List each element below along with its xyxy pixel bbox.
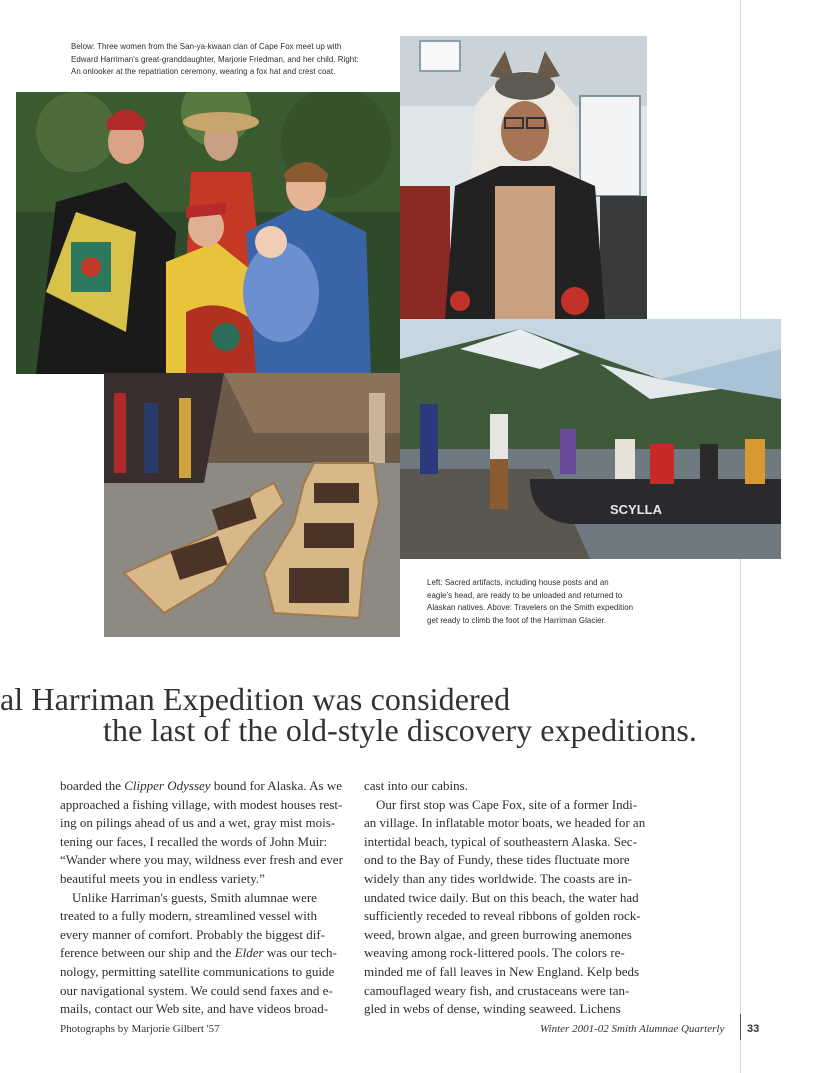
body-line: nology, permitting satellite communications to guide: [60, 963, 335, 979]
body-line: undated twice daily. But on this beach, the water had: [364, 889, 639, 905]
issue-line: Winter 2001-02 Smith Alumnae Quarterly: [540, 1023, 725, 1035]
body-line: cast into our cabins.: [364, 778, 468, 793]
photo-fox-hat-onlooker: [400, 36, 647, 319]
body-line: treated to a fully modern, streamlined vessel with: [60, 908, 318, 924]
footer-divider: [740, 1014, 741, 1040]
caption-line: An onlooker at the repatriation ceremony, wearing a fox hat and crest coat.: [71, 66, 336, 76]
caption-line: get ready to climb the foot of the Harriman Glacier.: [427, 614, 607, 625]
body-line: intertidal beach, typical of southeastern Alaska. Sec-: [364, 833, 637, 849]
body-line: camouflaged weary fish, and crustaceans were tan-: [364, 982, 630, 998]
body-line: weaving among rock-littered pools. The colors re-: [364, 945, 625, 961]
caption-line: eagle's head, are ready to be unloaded and returned to: [427, 589, 623, 600]
body-line: beautiful meets you in endless variety.”: [60, 870, 265, 886]
body-line: sufficiently receded to reveal ribbons of golden rock-: [364, 908, 641, 924]
body-line: ference between our ship and the Elder was our tech-: [60, 945, 337, 961]
body-column-right: [364, 777, 674, 1019]
body-line: ing on pilings ahead of us and a wet, gray mist mois-: [60, 815, 336, 831]
body-line: widely than any tides worldwide. The coasts are in-: [364, 870, 632, 886]
page-number: 33: [747, 1023, 760, 1035]
pull-quote-line-1: al Harriman Expedition was considered: [0, 681, 511, 717]
caption-bottom: [427, 576, 721, 626]
photo-sacred-artifacts: [104, 373, 400, 637]
photo-clan-women: [16, 92, 400, 374]
body-line: our navigational system. We could send faxes and e-: [60, 982, 333, 998]
pull-quote-line-2: the last of the old-style discovery expeditions.: [103, 712, 698, 748]
body-line: “Wander where you may, wildness ever fresh and ever: [60, 852, 343, 868]
caption-top: [71, 40, 375, 78]
body-line: Unlike Harriman's guests, Smith alumnae were: [72, 889, 317, 905]
boat-name-label: SCYLLA: [610, 502, 662, 517]
caption-line: Left: Sacred artifacts, including house posts and an: [427, 577, 609, 587]
photo-credit: Photographs by Marjorie Gilbert '57: [60, 1023, 220, 1035]
body-line: minded me of fall leaves in New England. Kelp beds: [364, 963, 640, 979]
body-line: weed, brown algae, and green burrowing anemones: [364, 926, 632, 942]
body-line: boarded the Clipper Odyssey bound for Alaska. As we: [60, 778, 342, 793]
body-line: every manner of comfort. Probably the biggest dif-: [60, 926, 325, 942]
body-column-left: [60, 777, 360, 1019]
body-line: mails, contact our Web site, and have videos broad-: [60, 1001, 329, 1017]
photo-harriman-glacier: [400, 319, 781, 559]
body-line: an village. In inflatable motor boats, we headed for an: [364, 815, 646, 831]
body-line: gled in webs of dense, winding seaweed. Lichens: [364, 1001, 621, 1017]
body-line: ond to the Bay of Fundy, these tides fluctuate more: [364, 852, 630, 868]
caption-line: Alaskan natives. Above: Travelers on the Smith expedition: [427, 602, 634, 612]
body-line: Our first stop was Cape Fox, site of a former Indi-: [376, 796, 638, 812]
body-line: approached a fishing village, with modest houses rest-: [60, 796, 343, 812]
caption-line: Edward Harriman's great-granddaughter, Marjorie Friedman, and her child. Right:: [71, 53, 359, 64]
caption-line: Below: Three women from the San-ya-kwaan clan of Cape Fox meet up with: [71, 41, 342, 51]
body-line: tening our faces, I recalled the words of John Muir:: [60, 833, 328, 849]
